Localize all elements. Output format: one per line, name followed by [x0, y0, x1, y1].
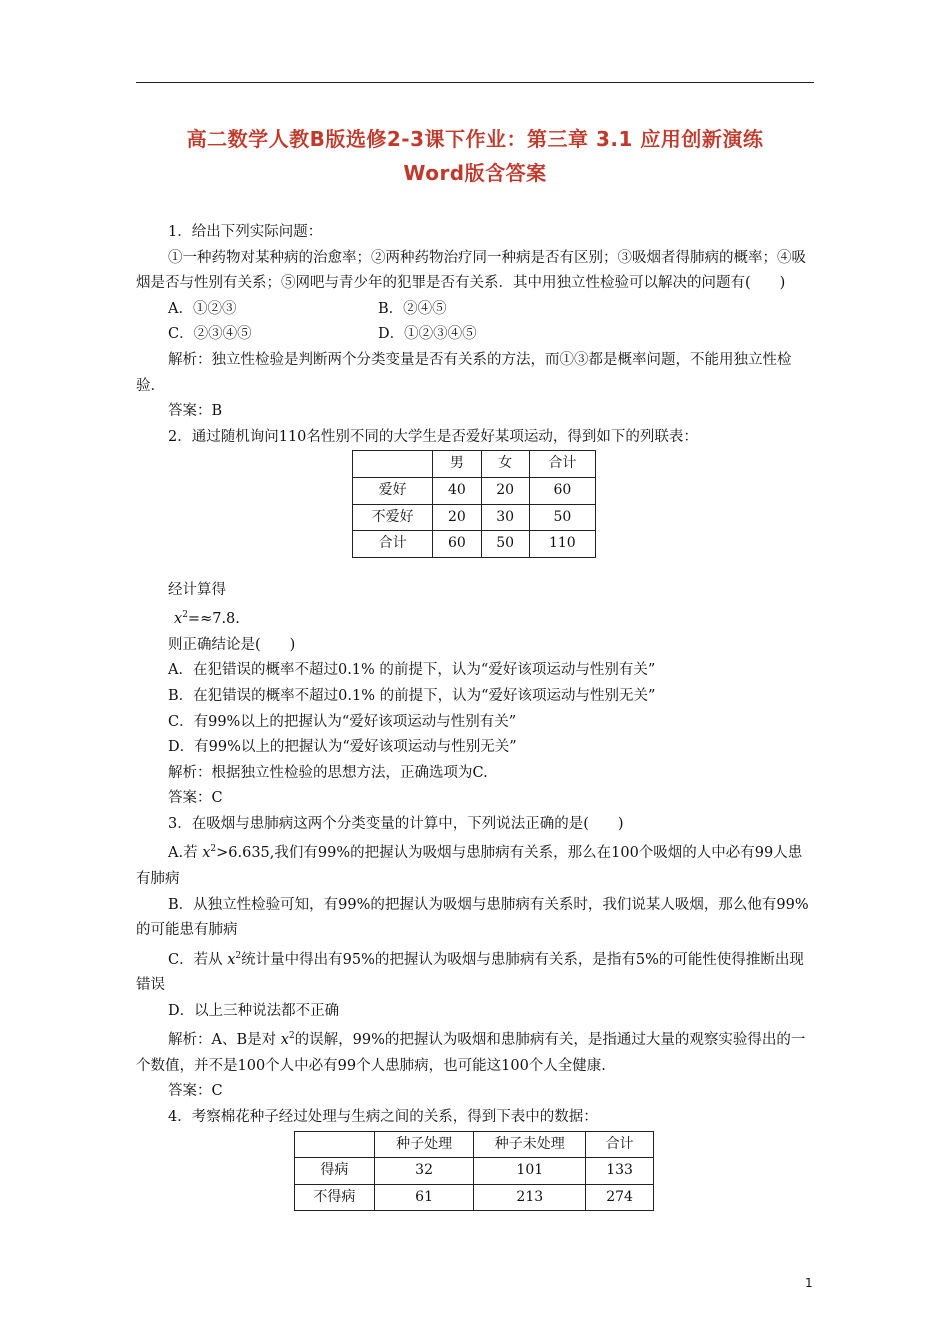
q4-stem: 4．考察棉花种子经过处理与生病之间的关系，得到下表中的数据：: [168, 1108, 598, 1125]
q1-option-d: D．①②③④⑤: [378, 326, 477, 343]
chi-exponent: 2: [210, 844, 217, 855]
table-row: [295, 1184, 654, 1211]
q3-answer: 答案：C: [168, 1083, 223, 1100]
q3-option-a: [136, 837, 814, 892]
table-cell: 种子处理: [374, 1131, 474, 1158]
q2-chi-square-result: [136, 603, 814, 632]
table-row: [353, 477, 596, 504]
table-row: [353, 531, 596, 558]
table-cell: 种子未处理: [474, 1131, 586, 1158]
q2-stem: 2．通过随机询问110名性别不同的大学生是否爱好某项运动，得到如下的列联表：: [168, 428, 698, 445]
q3-stem: 3．在吸烟与患肺病这两个分类变量的计算中，下列说法正确的是( ): [168, 815, 624, 832]
q1-option-c: C．②③④⑤: [168, 326, 252, 343]
chi-value: =≈7.8.: [187, 611, 240, 628]
table-cell: 60: [433, 531, 481, 558]
q1-option-b: B．②④⑤: [378, 300, 447, 317]
q3-option-a-prefix: A.若: [168, 845, 203, 862]
table-cell: 32: [374, 1158, 474, 1185]
q2-analysis: 解析：根据独立性检验的思想方法，正确选项为C.: [168, 764, 488, 781]
table-cell: [295, 1131, 375, 1158]
chi-variable: x: [174, 611, 183, 628]
document-title-line2: Word版含答案: [403, 161, 547, 185]
chi-exponent: 2: [182, 610, 188, 621]
q2-conclusion-prompt: 则正确结论是( ): [168, 636, 296, 653]
q1-stem: 1．给出下列实际问题：: [168, 224, 323, 240]
table-cell: 得病: [295, 1158, 375, 1185]
table-cell: 213: [474, 1184, 586, 1211]
q3-option-c-text: 统计量中得出有95%的把握认为吸烟与患肺病有关系，是指有5%的可能性使得推断出现错误: [136, 951, 804, 994]
q3-analysis-text: 的误解，99%的把握认为吸烟和患肺病有关，是指通过大量的观察实验得出的一个数值，并不是100个人中必有99个人患肺病，也可能这100个人全健康.: [136, 1032, 806, 1074]
table-cell: 133: [586, 1158, 654, 1185]
table-cell: 60: [529, 477, 595, 504]
table-cell: 合计: [586, 1131, 654, 1158]
table-cell: 274: [586, 1184, 654, 1211]
q1-analysis: 解析：独立性检验是判断两个分类变量是否有关系的方法，而①③都是概率问题，不能用独立性检验．: [136, 351, 792, 394]
table-cell: 合计: [529, 451, 595, 478]
table-row: [295, 1158, 654, 1185]
table-cell: [353, 451, 433, 478]
table-cell: 20: [481, 477, 529, 504]
q1-answer: 答案：B: [168, 403, 223, 420]
q3-analysis: [136, 1024, 814, 1079]
table-cell: 40: [433, 477, 481, 504]
q1-option-a: A．①②③: [168, 300, 237, 317]
table-cell: 男: [433, 451, 481, 478]
table-cell: 110: [529, 531, 595, 558]
chi-variable: x: [227, 951, 236, 968]
table-cell: 50: [481, 531, 529, 558]
q3-option-c: [136, 944, 814, 999]
chi-exponent: 2: [288, 1031, 295, 1042]
table-cell: 30: [481, 504, 529, 531]
document-title-line1: 高二数学人教B版选修2-3课下作业：第三章 3.1 应用创新演练: [186, 127, 764, 151]
table-row: [353, 504, 596, 531]
q1-options-row2: [136, 322, 814, 348]
q3-option-c-prefix: C．若从: [168, 951, 228, 968]
table-cell: 20: [433, 504, 481, 531]
document-body: [136, 220, 814, 1211]
header-rule: [136, 82, 814, 83]
table-cell: 61: [374, 1184, 474, 1211]
chi-exponent: 2: [235, 950, 242, 961]
q2-contingency-table: [352, 450, 596, 557]
table-cell: 101: [474, 1158, 586, 1185]
table-cell: 不爱好: [353, 504, 433, 531]
table-cell: 不得病: [295, 1184, 375, 1211]
q2-answer: 答案：C: [168, 790, 223, 807]
table-cell: 50: [529, 504, 595, 531]
q4-data-table: [294, 1131, 654, 1212]
chi-variable: x: [202, 845, 211, 862]
q2-option-b: B．在犯错误的概率不超过0.1% 的前提下，认为“爱好该项运动与性别无关”: [168, 687, 656, 704]
q1-body: ①一种药物对某种病的治愈率；②两种药物治疗同一种病是否有区别；③吸烟者得肺病的概率；④吸烟是否与性别有关系；⑤网吧与青少年的犯罪是否有关系．其中用独立性检验可以解决的问题有( ): [136, 249, 806, 292]
q3-option-b: B．从独立性检验可知，有99%的把握认为吸烟与患肺病有关系时，我们说某人吸烟，那么他有99%的可能患有肺病: [136, 896, 809, 939]
q2-option-c: C．有99%以上的把握认为“爱好该项运动与性别有关”: [168, 713, 517, 730]
chi-variable: x: [280, 1032, 289, 1049]
page-number: 1: [805, 1276, 813, 1290]
table-header-row: [353, 451, 596, 478]
q3-analysis-prefix: 解析：A、B是对: [168, 1032, 281, 1049]
q3-option-a-text: >6.635,我们有99%的把握认为吸烟与患肺病有关系，那么在100个吸烟的人中必有99人患有肺病: [136, 845, 803, 887]
q2-option-d: D．有99%以上的把握认为“爱好该项运动与性别无关”: [168, 739, 517, 756]
q3-option-d: D．以上三种说法都不正确: [168, 1002, 340, 1019]
q2-calc-label: 经计算得: [168, 581, 226, 598]
table-cell: 女: [481, 451, 529, 478]
q2-option-a: A．在犯错误的概率不超过0.1% 的前提下，认为“爱好该项运动与性别有关”: [168, 662, 656, 679]
table-cell: 合计: [353, 531, 433, 558]
q1-options-row1: [136, 297, 814, 323]
table-cell: 爱好: [353, 477, 433, 504]
table-header-row: [295, 1131, 654, 1158]
